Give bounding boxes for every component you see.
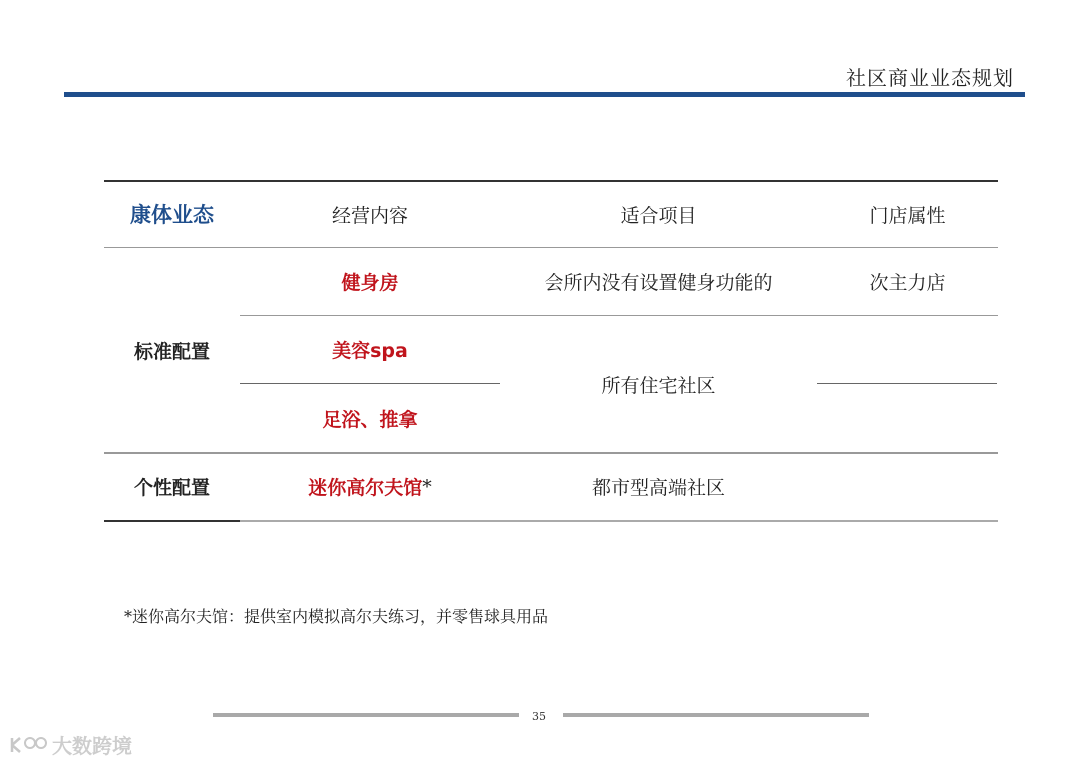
table-bottom-rule-left [104, 520, 240, 522]
item-foot: 足浴、推拿 [322, 408, 418, 431]
page-number: 35 [532, 710, 546, 723]
item-spa: 美容spa [332, 340, 408, 362]
header-category: 康体业态 [130, 203, 214, 227]
header-attribute: 门店属性 [869, 204, 946, 227]
item-gym: 健身房 [341, 272, 399, 294]
header-rule [64, 92, 1025, 97]
item-golf-mark: * [422, 475, 432, 498]
attribute-gym: 次主力店 [869, 272, 946, 294]
header-project: 适合项目 [620, 204, 697, 227]
footnote: *迷你高尔夫馆：提供室内模拟高尔夫练习，并零售球具用品 [124, 607, 549, 626]
table-bottom-rule-right [240, 520, 998, 522]
item-golf-cell [240, 453, 500, 520]
project-golf: 都市型高端社区 [591, 477, 725, 499]
watermark-text: 大数跨境 [52, 734, 132, 758]
project-spa-foot: 所有住宅社区 [601, 374, 716, 397]
item-golf: 迷你高尔夫馆 [308, 477, 423, 499]
page-bar-left [213, 713, 519, 717]
header-title: 社区商业业态规划 [846, 66, 1014, 90]
project-gym: 会所内没有设置健身功能的 [544, 272, 773, 294]
watermark-logo-icon [8, 734, 48, 756]
page-bar-right [563, 713, 869, 717]
watermark [8, 730, 132, 759]
group-personal: 个性配置 [133, 477, 210, 499]
header-content: 经营内容 [331, 204, 408, 227]
group-standard: 标准配置 [133, 340, 210, 363]
row-divider-attr [817, 383, 997, 384]
